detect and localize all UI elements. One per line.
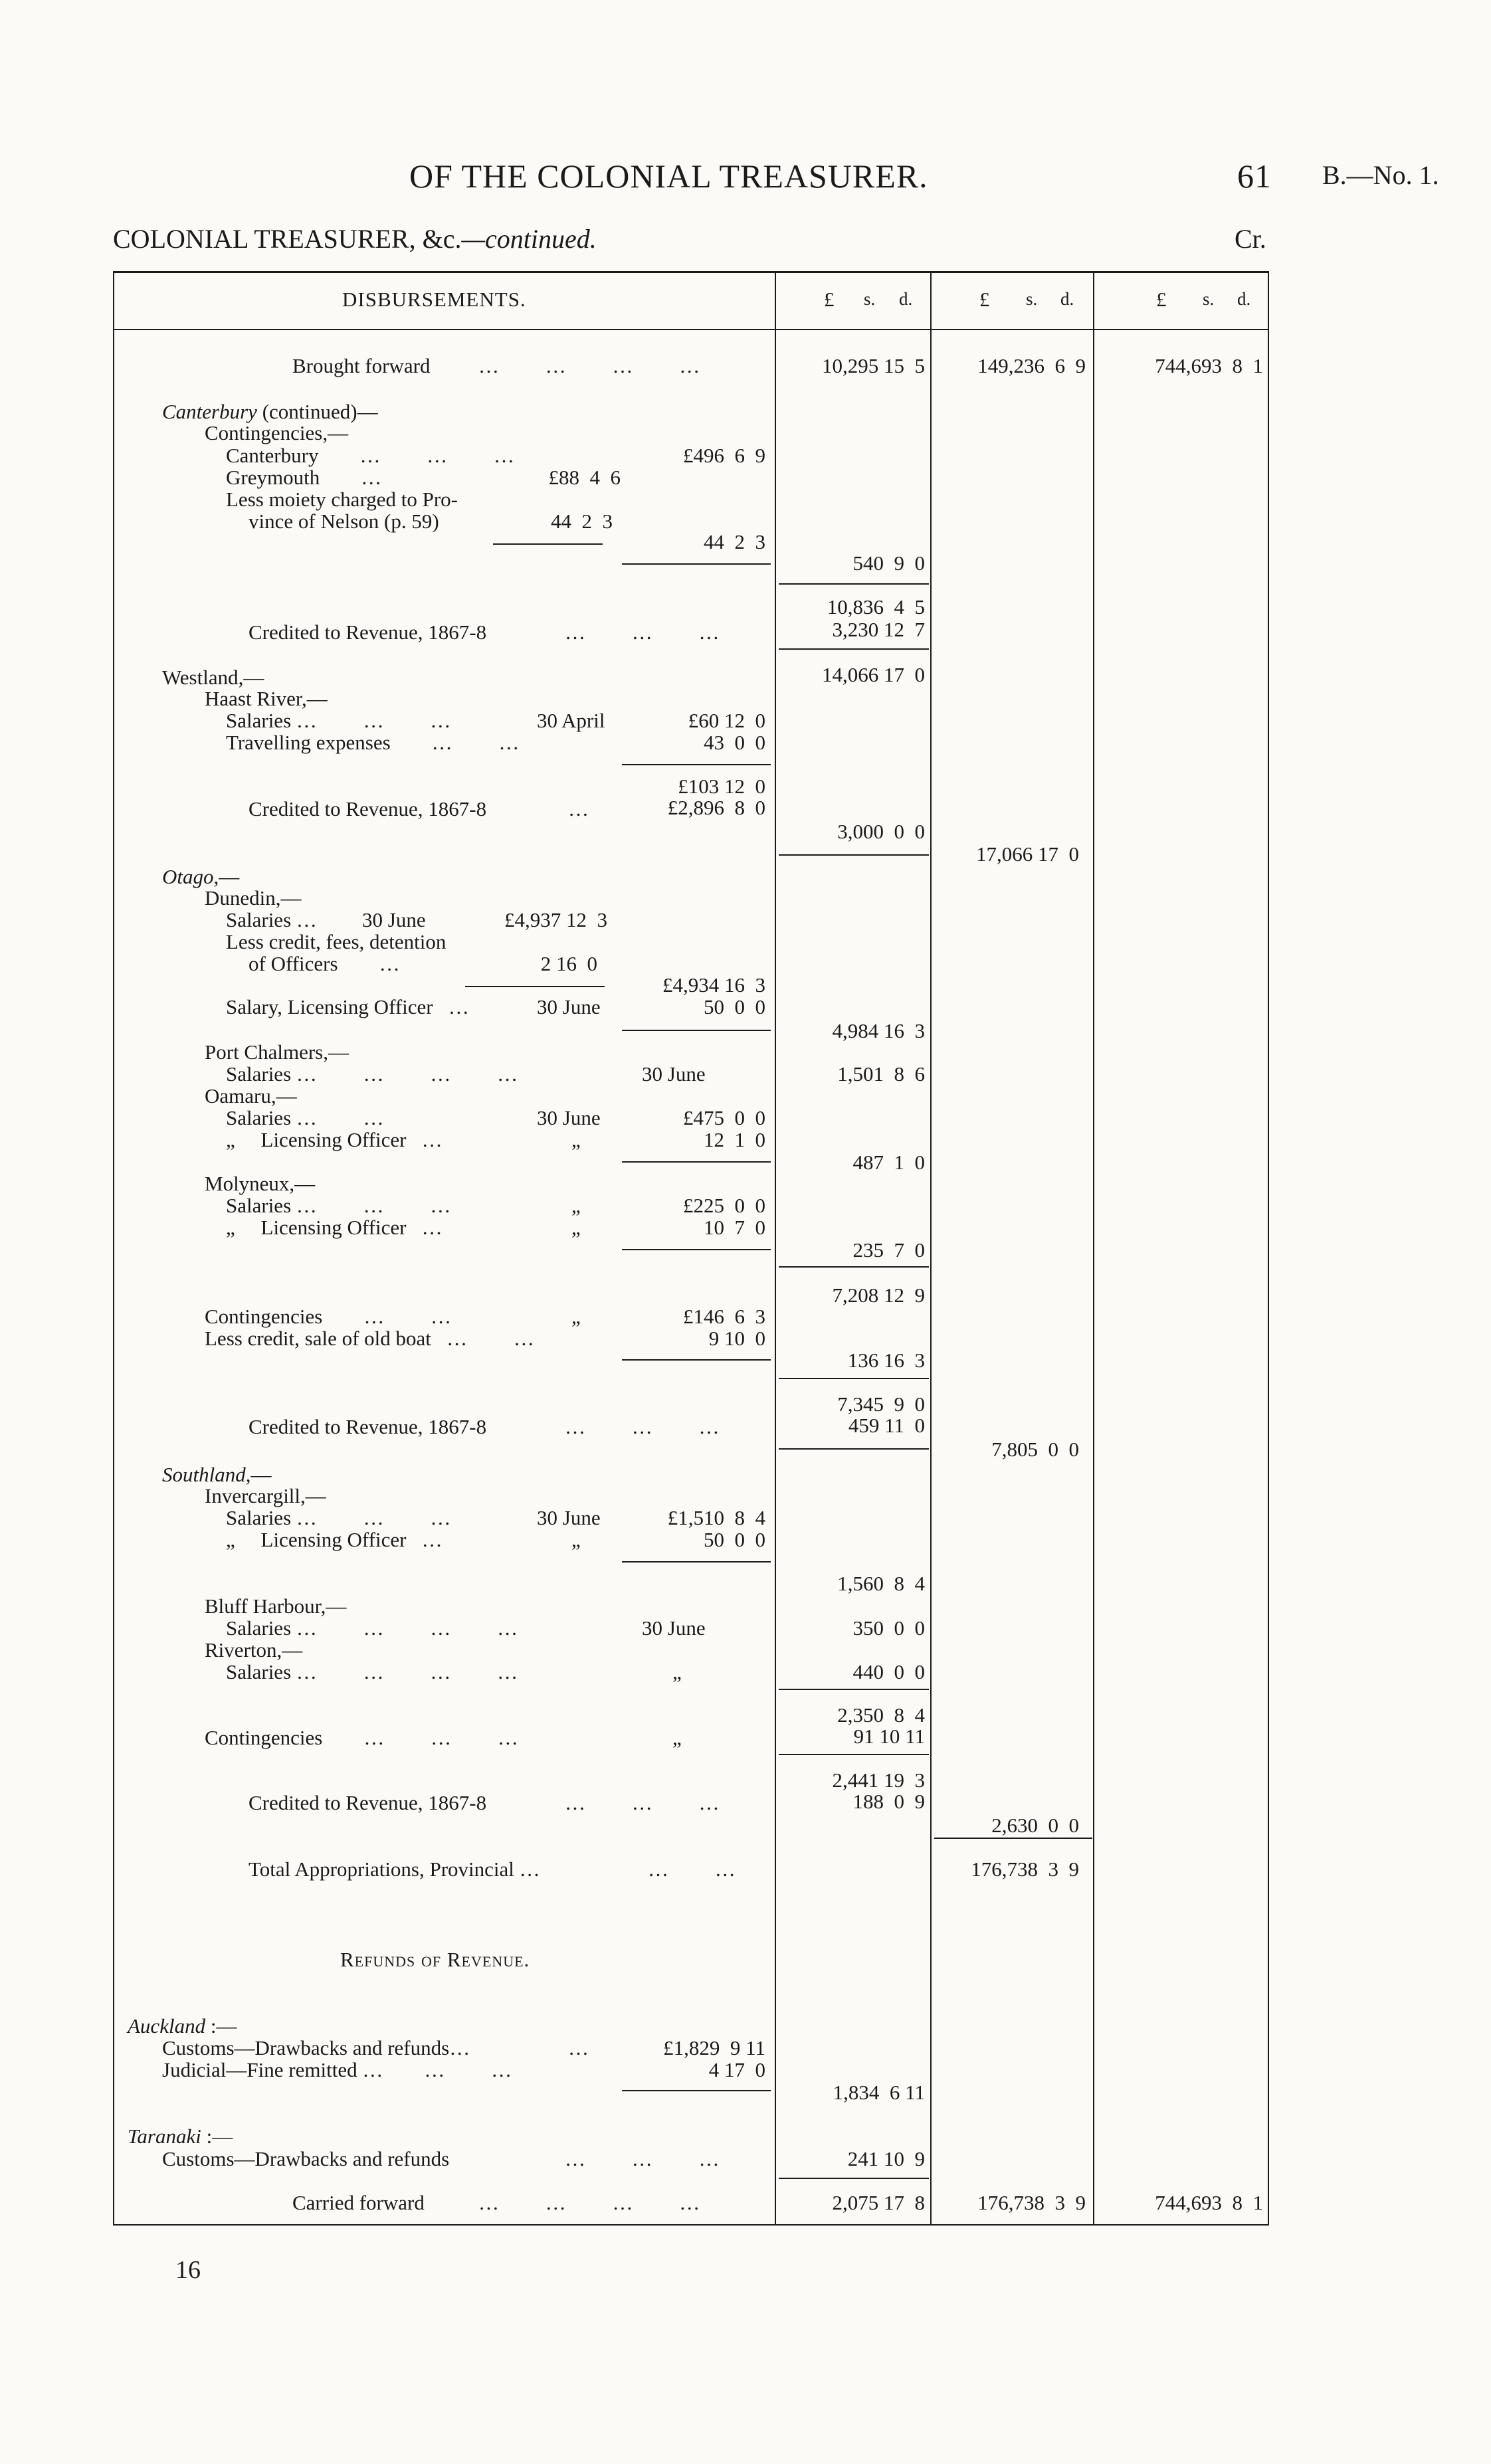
rule [779, 1448, 929, 1450]
molyneux-heading: Molyneux,— [205, 1172, 316, 1195]
dunedin-net: £4,934 16 3 [662, 973, 765, 996]
riverton-total: 440 0 0 [852, 1660, 925, 1683]
rule [622, 563, 771, 565]
canterbury-subtotal: 10,836 4 5 [827, 595, 925, 618]
haast-river-heading: Haast River,— [205, 687, 328, 710]
less-moiety-total: 44 2 3 [704, 530, 765, 553]
canterbury-contingencies: Contingencies,— [205, 421, 349, 444]
dunedin-salaries-amount: £4,937 12 3 [504, 908, 607, 931]
otago-c2-total: 7,805 0 0 [991, 1438, 1079, 1461]
rule [622, 1249, 771, 1250]
brought-forward-c3: 744,693 8 1 [1155, 354, 1263, 377]
rule [779, 2178, 929, 2179]
otago-less-old-boat-amount: 9 10 0 [708, 1327, 765, 1350]
rule [622, 1359, 771, 1361]
rule [779, 1754, 929, 1755]
auckland-customs-amount: £1,829 9 11 [663, 2036, 765, 2059]
col1-pounds: £ [824, 288, 835, 311]
dunedin-less-amount: 2 16 0 [540, 952, 597, 975]
haast-salaries: Salaries … … … [226, 709, 451, 732]
canterbury-credited-label: Credited to Revenue, 1867-8 [248, 620, 487, 644]
refunds-heading: Refunds of Revenue. [340, 1948, 530, 1971]
col2-pounds: £ [979, 288, 990, 311]
dunedin-less-line-2: of Officers … [248, 952, 400, 975]
bluff-heading: Bluff Harbour,— [205, 1594, 347, 1618]
auckland-heading: Auckland :— [128, 2014, 237, 2038]
rule [779, 854, 929, 856]
canterbury-net: 14,066 17 0 [822, 663, 925, 686]
col1-pence: d. [899, 289, 913, 309]
table-left-border [113, 271, 114, 2224]
oamaru-salaries: Salaries … … [226, 1106, 384, 1129]
taranaki-heading: Taranaki :— [128, 2125, 233, 2148]
auckland-judicial: Judicial—Fine remitted … … … [162, 2058, 512, 2081]
col1-divider [775, 271, 776, 2224]
less-moiety-line-1: Less moiety charged to Pro- [226, 488, 458, 511]
rule [622, 1030, 771, 1031]
leader-dots: … … … [565, 2147, 720, 2170]
southland-heading: Southland,— [162, 1463, 272, 1486]
col3-pence: d. [1237, 289, 1251, 309]
invercargill-licensing-amount: 50 0 0 [704, 1528, 765, 1551]
rule [465, 986, 605, 987]
col3-shillings: s. [1203, 289, 1215, 309]
dunedin-salaries-date: 30 June [362, 908, 426, 931]
col3-pounds: £ [1156, 288, 1167, 311]
credit-marker: Cr. [1235, 224, 1266, 254]
westland-credited-label: Credited to Revenue, 1867-8 [248, 797, 487, 820]
col2-shillings: s. [1026, 289, 1038, 309]
rule [622, 764, 771, 765]
auckland-total: 1,834 6 11 [833, 2081, 925, 2104]
westland-c2-total: 17,066 17 0 [976, 842, 1079, 866]
westland-credited-amount: £2,896 8 0 [667, 796, 765, 819]
rule [493, 543, 603, 545]
haast-travelling-amount: 43 0 0 [704, 731, 765, 754]
leader-dots: … … [648, 1857, 736, 1881]
rule [779, 1689, 929, 1690]
greymouth-line: Greymouth … [226, 466, 382, 489]
oamaru-heading: Oamaru,— [205, 1084, 297, 1107]
rule [934, 1838, 1092, 1839]
carried-forward-c1: 2,075 17 8 [832, 2191, 925, 2214]
table-top-rule [113, 271, 1269, 273]
otago-contingencies-total: 136 16 3 [847, 1349, 925, 1372]
leader-dots: … … … … [478, 354, 700, 377]
document-reference: B.—No. 1. [1322, 160, 1439, 190]
total-appropriations-label: Total Appropriations, Provincial … [248, 1857, 540, 1881]
invercargill-salaries-amount: £1,510 8 4 [667, 1506, 765, 1529]
oamaru-total: 487 1 0 [852, 1151, 925, 1174]
canterbury-credited-amount: 3,230 12 7 [832, 618, 925, 641]
rule [779, 1266, 929, 1268]
dunedin-heading: Dunedin,— [205, 886, 302, 909]
oamaru-licensing: „ Licensing Officer … [226, 1128, 443, 1151]
southland-credited-amount: 188 0 9 [852, 1790, 925, 1813]
disbursements-heading: DISBURSEMENTS. [342, 288, 526, 311]
brought-forward-label: Brought forward [292, 354, 431, 377]
auckland-judicial-amount: 4 17 0 [708, 2058, 765, 2081]
molyneux-salaries-date: „ [571, 1194, 581, 1217]
otago-subtotal-b: 7,345 9 0 [837, 1392, 925, 1416]
leader-dots: … … … [565, 620, 720, 644]
bluff-salaries: Salaries … … … … [226, 1616, 518, 1640]
col1-shillings: s. [864, 289, 876, 309]
less-moiety-amount: 44 2 3 [551, 510, 613, 533]
riverton-salaries: Salaries … … … … [226, 1660, 518, 1683]
southland-subtotal-b: 2,441 19 3 [832, 1768, 925, 1792]
dunedin-salaries: Salaries … [226, 908, 317, 931]
less-moiety-line-2: vince of Nelson (p. 59) [248, 510, 439, 533]
otago-less-old-boat: Less credit, sale of old boat … … [205, 1327, 534, 1350]
invercargill-licensing-date: „ [571, 1528, 581, 1551]
table-bottom-rule [113, 2224, 1269, 2226]
bluff-date: 30 June [642, 1616, 706, 1640]
port-chalmers-date: 30 June [642, 1062, 706, 1086]
molyneux-salaries-amount: £225 0 0 [683, 1194, 765, 1217]
molyneux-total: 235 7 0 [852, 1238, 925, 1262]
canterbury-heading: Canterbury (continued)— [162, 400, 378, 423]
westland-total: 3,000 0 0 [837, 820, 925, 843]
otago-contingencies-amount: £146 6 3 [683, 1305, 765, 1328]
molyneux-licensing-amount: 10 7 0 [704, 1216, 765, 1239]
invercargill-heading: Invercargill,— [205, 1484, 326, 1507]
leader-dots: … … … … [478, 2191, 700, 2214]
dunedin-less-line-1: Less credit, fees, detention [226, 930, 447, 953]
dunedin-licensing: Salary, Licensing Officer … [226, 995, 469, 1018]
oamaru-salaries-amount: £475 0 0 [683, 1106, 765, 1129]
col3-divider [1093, 271, 1094, 2224]
otago-credited-amount: 459 11 0 [848, 1414, 925, 1437]
carried-forward-label: Carried forward [292, 2191, 425, 2214]
leader-dots: … [568, 2036, 589, 2059]
invercargill-salaries-date: 30 June [537, 1506, 601, 1529]
southland-contingencies-total: 91 10 11 [853, 1725, 925, 1748]
riverton-heading: Riverton,— [205, 1638, 303, 1661]
table-right-border [1268, 271, 1269, 2224]
southland-c2-total: 2,630 0 0 [991, 1814, 1079, 1837]
total-appropriations-c2: 176,738 3 9 [971, 1857, 1079, 1881]
rule [622, 2090, 771, 2091]
leader-dots: … … … [565, 1415, 720, 1438]
dunedin-licensing-date: 30 June [537, 995, 601, 1018]
westland-heading: Westland,— [162, 666, 264, 689]
col2-divider [930, 271, 932, 2224]
dunedin-licensing-amount: 50 0 0 [704, 995, 765, 1018]
carried-forward-c3: 744,693 8 1 [1155, 2191, 1263, 2214]
port-chalmers-heading: Port Chalmers,— [205, 1040, 349, 1064]
section-heading: COLONIAL TREASURER, &c.—continued. [113, 224, 597, 254]
port-chalmers-salaries: Salaries … … … … [226, 1062, 518, 1086]
bluff-total: 350 0 0 [852, 1616, 925, 1640]
otago-contingencies: Contingencies … … [205, 1305, 452, 1328]
canterbury-total: 540 9 0 [852, 551, 925, 575]
rule [622, 1561, 771, 1563]
greymouth-amount: £88 4 6 [548, 466, 621, 489]
molyneux-licensing-date: „ [571, 1216, 581, 1239]
canterbury-amount: £496 6 9 [683, 444, 765, 467]
auckland-customs: Customs—Drawbacks and refunds… [162, 2036, 470, 2059]
carried-forward-c2: 176,738 3 9 [977, 2191, 1086, 2214]
haast-sum: £103 12 0 [678, 775, 765, 798]
page-title: OF THE COLONIAL TREASURER. [409, 157, 928, 195]
dunedin-total: 4,984 16 3 [832, 1019, 925, 1042]
taranaki-customs: Customs—Drawbacks and refunds [162, 2147, 450, 2170]
invercargill-salaries: Salaries … … … [226, 1506, 451, 1529]
molyneux-licensing: „ Licensing Officer … [226, 1216, 443, 1239]
riverton-date: „ [672, 1660, 682, 1683]
brought-forward-c1: 10,295 15 5 [822, 354, 925, 377]
southland-credited-label: Credited to Revenue, 1867-8 [248, 1791, 487, 1814]
invercargill-total: 1,560 8 4 [837, 1572, 925, 1595]
invercargill-licensing: „ Licensing Officer … [226, 1528, 443, 1551]
southland-contingencies-date: „ [672, 1726, 682, 1749]
canterbury-line: Canterbury … … … [226, 444, 514, 467]
table-header-rule [113, 329, 1269, 330]
haast-salaries-amount: £60 12 0 [688, 709, 765, 732]
signature-mark: 16 [175, 2256, 201, 2284]
rule [779, 1378, 929, 1379]
otago-contingencies-date: „ [571, 1305, 581, 1328]
southland-contingencies: Contingencies … … … [205, 1726, 518, 1749]
oamaru-licensing-amount: 12 1 0 [704, 1128, 765, 1151]
otago-subtotal: 7,208 12 9 [832, 1283, 925, 1307]
taranaki-total: 241 10 9 [847, 2147, 925, 2170]
southland-subtotal: 2,350 8 4 [837, 1703, 925, 1727]
rule [622, 1161, 771, 1163]
oamaru-licensing-date: „ [571, 1128, 581, 1151]
page-number: 61 [1237, 157, 1272, 195]
rule [779, 648, 929, 650]
haast-salaries-date: 30 April [537, 709, 605, 732]
port-chalmers-total: 1,501 8 6 [837, 1062, 925, 1086]
leader-dots: … … … [565, 1791, 720, 1814]
otago-heading: Otago,— [162, 865, 240, 888]
haast-travelling: Travelling expenses … … [226, 731, 520, 754]
molyneux-salaries: Salaries … … … [226, 1194, 451, 1217]
rule [779, 583, 929, 585]
leader-dots: … [568, 797, 589, 820]
col2-pence: d. [1060, 289, 1074, 309]
otago-credited-label: Credited to Revenue, 1867-8 [248, 1415, 487, 1438]
oamaru-salaries-date: 30 June [537, 1106, 601, 1129]
brought-forward-c2: 149,236 6 9 [977, 354, 1086, 377]
